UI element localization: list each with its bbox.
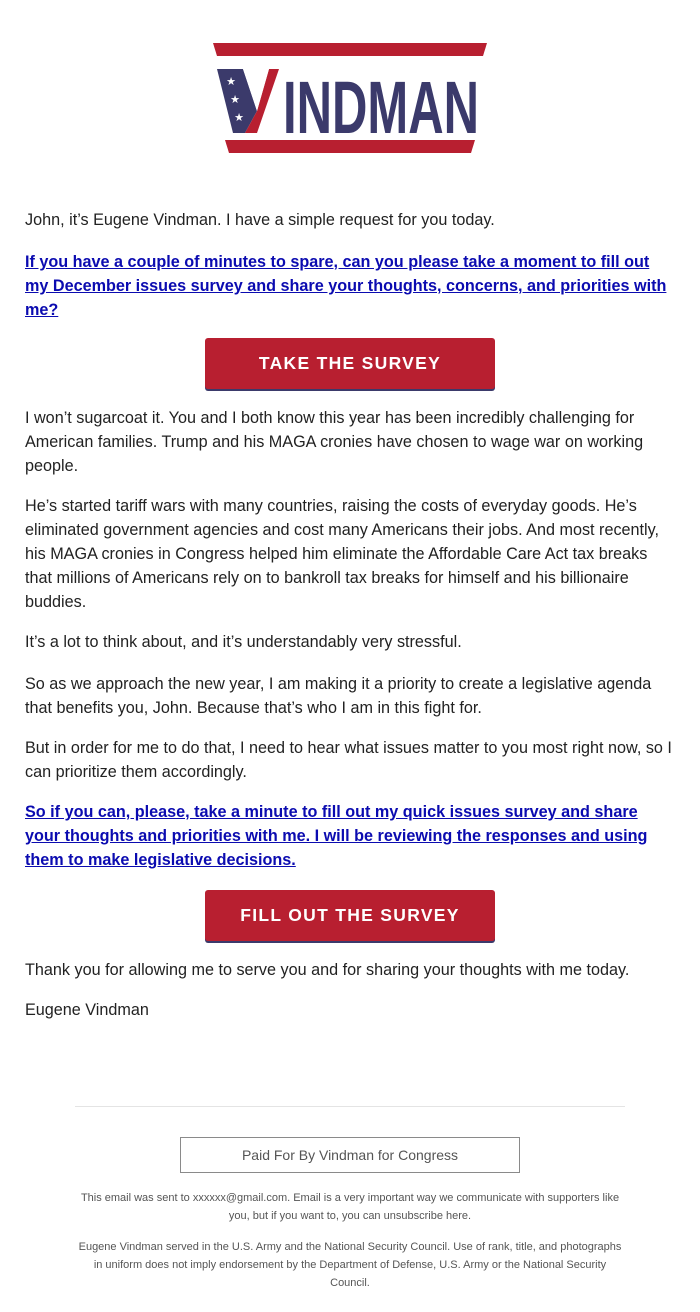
logo-top-stripe bbox=[213, 43, 487, 56]
fill-out-survey-button[interactable]: FILL OUT THE SURVEY bbox=[205, 890, 495, 941]
paragraph-thanks: Thank you for allowing me to serve you and for sharing your thoughts with me today. bbox=[25, 961, 630, 979]
paragraph-stressful: It’s a lot to think about, and it’s understandably very stressful. bbox=[25, 633, 462, 651]
sent-to-prefix: This email was sent to bbox=[80, 1192, 193, 1204]
survey-link-1[interactable]: If you have a couple of minutes to spare, can you please take a moment to fill out my December issues survey and share your thoughts, concerns, and priorities with me? bbox=[25, 253, 667, 319]
paragraph-tariffs: He’s started tariff wars with many countries, raising the costs of everyday goods. He’s eliminated government agencies and cost many Americans their jobs. And most recently, his MAGA cronies in Congress helped him eliminate the Affordable Care Act tax breaks that millions of Americans rely on to bankroll tax breaks for himself and his billionaire buddies. bbox=[25, 497, 660, 611]
paragraph-challenges: I won’t sugarcoat it. You and I both know this year has been incredibly challenging for American families. Trump and his MAGA cronies have chosen to wage war on working people. bbox=[25, 409, 644, 475]
logo-star-2: ★ bbox=[230, 93, 240, 106]
sent-to-mid: . Email is a very important way we communicate with supporters like you, but if you want to, you can bbox=[228, 1192, 620, 1222]
military-disclaimer: Eugene Vindman served in the U.S. Army and the National Security Council. Use of rank, title, and photographs in uniform does not imply endorsement by the Department of Defense, U.S. Army or the National Security Council. bbox=[78, 1241, 622, 1289]
sent-to-notice bbox=[75, 1189, 625, 1225]
paid-for-disclaimer bbox=[180, 1137, 520, 1173]
take-survey-button[interactable]: TAKE THE SURVEY bbox=[205, 338, 495, 389]
greeting: John, it’s Eugene Vindman. I have a simple request for you today. bbox=[25, 211, 495, 229]
recipient-email: xxxxxx@gmail.com bbox=[192, 1192, 288, 1204]
sent-to-suffix: . bbox=[468, 1210, 472, 1222]
logo-star-3: ★ bbox=[234, 111, 244, 124]
paid-for-text: Paid For By Vindman for Congress bbox=[241, 1147, 459, 1163]
signature: Eugene Vindman bbox=[25, 1001, 149, 1019]
footer-divider bbox=[75, 1106, 625, 1107]
logo-star-1: ★ bbox=[226, 75, 236, 88]
unsubscribe-link[interactable]: unsubscribe here bbox=[383, 1210, 469, 1222]
vindman-logo bbox=[213, 43, 487, 153]
paragraph-agenda: So as we approach the new year, I am making it a priority to create a legislative agenda that benefits you, John. Because that’s who I am in this fight for. bbox=[25, 675, 652, 717]
survey-link-2[interactable]: So if you can, please, take a minute to fill out my quick issues survey and share your thoughts and priorities with me. I will be reviewing the responses and using them to make legislative decisions. bbox=[25, 803, 648, 869]
logo-wordmark: INDMAN bbox=[283, 66, 479, 149]
paragraph-issues: But in order for me to do that, I need to hear what issues matter to you most right now, so I can prioritize them accordingly. bbox=[25, 739, 672, 781]
